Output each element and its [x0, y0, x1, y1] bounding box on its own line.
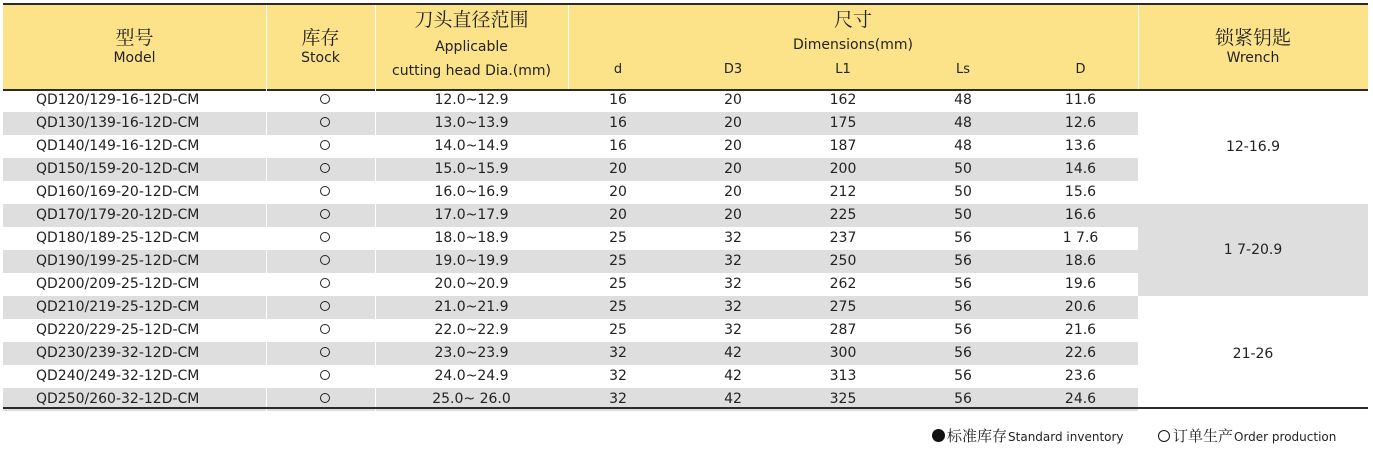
- cell-l1: 262: [829, 276, 857, 292]
- table-row: [3, 365, 1138, 388]
- cell-l1: 325: [829, 391, 857, 407]
- hollow-circle-icon: [320, 324, 330, 334]
- cell-l1: 187: [829, 138, 857, 154]
- cell-model: QD150/159-20-12D-CM: [36, 161, 200, 177]
- column-divider: [266, 296, 267, 319]
- cell-model: QD130/139-16-12D-CM: [36, 115, 200, 131]
- cell-d: 20: [609, 184, 627, 200]
- header-model-en: Model: [113, 50, 156, 66]
- cell-dia: 24.0~24.9: [434, 368, 509, 384]
- cell-l1: 200: [829, 161, 857, 177]
- cell-ls: 56: [954, 391, 972, 407]
- header-dims-zh: 尺寸: [833, 9, 872, 31]
- cell-ls: 56: [954, 276, 972, 292]
- table-row: [3, 319, 1138, 342]
- cell-d3: 42: [724, 345, 742, 361]
- cell-D: 1 7.6: [1062, 230, 1099, 246]
- cell-d: 32: [609, 345, 627, 361]
- cell-ls: 48: [954, 115, 972, 131]
- column-divider: [266, 227, 267, 250]
- cell-dia: 17.0~17.9: [434, 207, 509, 223]
- cell-l1: 250: [829, 253, 857, 269]
- column-divider: [266, 112, 267, 135]
- table-row: [3, 227, 1138, 250]
- hollow-circle-icon: [320, 278, 330, 288]
- column-divider: [266, 365, 267, 388]
- legend-order-zh: 订单生产: [1173, 427, 1234, 445]
- cell-model: QD220/229-25-12D-CM: [36, 322, 200, 338]
- cell-d3: 32: [724, 253, 742, 269]
- legend-standard: [932, 425, 1124, 446]
- cell-model: QD210/219-25-12D-CM: [36, 299, 200, 315]
- table-row: [3, 135, 1138, 158]
- cell-l1: 313: [829, 368, 857, 384]
- header-col-d3: D3: [723, 62, 743, 77]
- cell-ls: 56: [954, 230, 972, 246]
- cell-model: QD190/199-25-12D-CM: [36, 253, 200, 269]
- cell-d: 25: [609, 253, 627, 269]
- hollow-circle-icon: [320, 186, 330, 196]
- header-col-l1: L1: [835, 62, 851, 77]
- cell-d: 16: [609, 92, 627, 108]
- header-wrench-zh: 锁紧钥匙: [1214, 27, 1291, 49]
- cell-D: 11.6: [1064, 92, 1097, 108]
- cell-l1: 287: [829, 322, 857, 338]
- wrench-group: [1138, 204, 1368, 296]
- cell-D: 16.6: [1064, 207, 1097, 223]
- cell-model: QD140/149-16-12D-CM: [36, 138, 200, 154]
- cell-d3: 20: [724, 161, 742, 177]
- cell-d: 25: [609, 276, 627, 292]
- header-model-zh: 型号: [115, 27, 154, 49]
- cell-d: 16: [609, 138, 627, 154]
- hollow-circle-icon: [1158, 430, 1170, 442]
- cell-D: 18.6: [1064, 253, 1097, 269]
- column-divider: [266, 342, 267, 365]
- table-row: [3, 250, 1138, 273]
- cell-dia: 15.0~15.9: [434, 161, 509, 177]
- header-stock-en: Stock: [301, 50, 340, 66]
- legend-order-en: Order production: [1234, 430, 1337, 444]
- cell-dia: 19.0~19.9: [434, 253, 509, 269]
- cell-d: 20: [609, 161, 627, 177]
- cell-D: 12.6: [1064, 115, 1097, 131]
- cell-ls: 56: [954, 253, 972, 269]
- wrench-size: 12-16.9: [1225, 138, 1281, 155]
- cell-D: 21.6: [1064, 322, 1097, 338]
- wrench-group: [1138, 89, 1368, 204]
- cell-d: 16: [609, 115, 627, 131]
- hollow-circle-icon: [320, 255, 330, 265]
- cell-l1: 225: [829, 207, 857, 223]
- cell-ls: 48: [954, 138, 972, 154]
- cell-d: 32: [609, 368, 627, 384]
- column-divider: [266, 89, 267, 112]
- table-bottom-rule: [3, 407, 1368, 409]
- cell-ls: 56: [954, 299, 972, 315]
- column-divider: [266, 135, 267, 158]
- cell-model: QD240/249-32-12D-CM: [36, 368, 200, 384]
- cell-model: QD120/129-16-12D-CM: [36, 92, 200, 108]
- column-divider: [266, 181, 267, 204]
- table-row: [3, 296, 1138, 319]
- cell-model: QD180/189-25-12D-CM: [36, 230, 200, 246]
- table-row: [3, 204, 1138, 227]
- cell-D: 15.6: [1064, 184, 1097, 200]
- table-row: [3, 89, 1138, 112]
- cell-d3: 32: [724, 322, 742, 338]
- column-divider: [266, 204, 267, 227]
- cell-dia: 16.0~16.9: [434, 184, 509, 200]
- hollow-circle-icon: [320, 393, 330, 403]
- legend-standard-en: Standard inventory: [1008, 430, 1124, 444]
- cell-model: QD200/209-25-12D-CM: [36, 276, 200, 292]
- hollow-circle-icon: [320, 347, 330, 357]
- cell-d3: 42: [724, 391, 742, 407]
- column-divider: [266, 273, 267, 296]
- header-stock-zh: 库存: [301, 27, 340, 49]
- wrench-size: 21-26: [1232, 345, 1274, 362]
- cell-D: 23.6: [1064, 368, 1097, 384]
- cell-D: 14.6: [1064, 161, 1097, 177]
- table-row: [3, 158, 1138, 181]
- header-dims-en: Dimensions(mm): [793, 37, 913, 53]
- header-col-D: D: [1075, 62, 1086, 77]
- cell-ls: 56: [954, 345, 972, 361]
- hollow-circle-icon: [320, 117, 330, 127]
- cell-dia: 13.0~13.9: [434, 115, 509, 131]
- cell-d3: 20: [724, 184, 742, 200]
- cell-l1: 237: [829, 230, 857, 246]
- hollow-circle-icon: [320, 232, 330, 242]
- cell-D: 20.6: [1064, 299, 1097, 315]
- cell-ls: 50: [954, 161, 972, 177]
- cell-model: QD250/260-32-12D-CM: [36, 391, 200, 407]
- cell-model: QD160/169-20-12D-CM: [36, 184, 200, 200]
- cell-dia: 22.0~22.9: [434, 322, 509, 338]
- table-header: [3, 3, 1368, 91]
- cell-model: QD230/239-32-12D-CM: [36, 345, 200, 361]
- cell-d: 25: [609, 322, 627, 338]
- header-dia-zh: 刀头直径范围: [414, 9, 529, 31]
- cell-dia: 18.0~18.9: [434, 230, 509, 246]
- cell-d: 32: [609, 391, 627, 407]
- header-col-ls: Ls: [955, 62, 970, 77]
- cell-D: 19.6: [1064, 276, 1097, 292]
- column-divider: [266, 319, 267, 342]
- legend-order: [1158, 425, 1336, 446]
- hollow-circle-icon: [320, 209, 330, 219]
- cell-l1: 275: [829, 299, 857, 315]
- cell-d3: 20: [724, 115, 742, 131]
- table-row: [3, 112, 1138, 135]
- cell-l1: 212: [829, 184, 857, 200]
- column-divider: [266, 158, 267, 181]
- cell-D: 22.6: [1064, 345, 1097, 361]
- cell-model: QD170/179-20-12D-CM: [36, 207, 200, 223]
- cell-l1: 175: [829, 115, 857, 131]
- cell-ls: 50: [954, 207, 972, 223]
- wrench-size: 1 7-20.9: [1223, 242, 1283, 258]
- table-row: [3, 181, 1138, 204]
- cell-d: 20: [609, 207, 627, 223]
- cell-d3: 42: [724, 368, 742, 384]
- cell-l1: 300: [829, 345, 857, 361]
- cell-d3: 32: [724, 230, 742, 246]
- cell-dia: 12.0~12.9: [434, 92, 509, 108]
- filled-circle-icon: [932, 429, 945, 442]
- hollow-circle-icon: [320, 94, 330, 104]
- cell-d: 25: [609, 230, 627, 246]
- cell-d3: 20: [724, 138, 742, 154]
- cell-dia: 25.0~ 26.0: [432, 391, 511, 407]
- header-wrench-en: Wrench: [1226, 50, 1280, 66]
- cell-ls: 50: [954, 184, 972, 200]
- cell-dia: 21.0~21.9: [434, 299, 509, 315]
- hollow-circle-icon: [320, 301, 330, 311]
- cell-dia: 20.0~20.9: [434, 276, 509, 292]
- cell-d3: 20: [724, 207, 742, 223]
- hollow-circle-icon: [320, 140, 330, 150]
- header-col-d: d: [613, 62, 623, 77]
- column-divider: [266, 250, 267, 273]
- cell-d3: 32: [724, 276, 742, 292]
- cell-l1: 162: [829, 92, 857, 108]
- cell-d: 25: [609, 299, 627, 315]
- header-dia-en1: Applicable: [435, 39, 508, 55]
- hollow-circle-icon: [320, 163, 330, 173]
- cell-D: 13.6: [1064, 138, 1097, 154]
- cell-dia: 23.0~23.9: [434, 345, 509, 361]
- table-row: [3, 342, 1138, 365]
- hollow-circle-icon: [320, 370, 330, 380]
- cell-ls: 56: [954, 368, 972, 384]
- wrench-group: [1138, 296, 1368, 411]
- header-dia-en2: cutting head Dia.(mm): [392, 63, 551, 79]
- cell-d3: 20: [724, 92, 742, 108]
- cell-D: 24.6: [1064, 391, 1097, 407]
- legend-standard-zh: 标准库存: [947, 427, 1008, 445]
- cell-d3: 32: [724, 299, 742, 315]
- cell-dia: 14.0~14.9: [434, 138, 509, 154]
- table-row: [3, 273, 1138, 296]
- cell-ls: 48: [954, 92, 972, 108]
- cell-ls: 56: [954, 322, 972, 338]
